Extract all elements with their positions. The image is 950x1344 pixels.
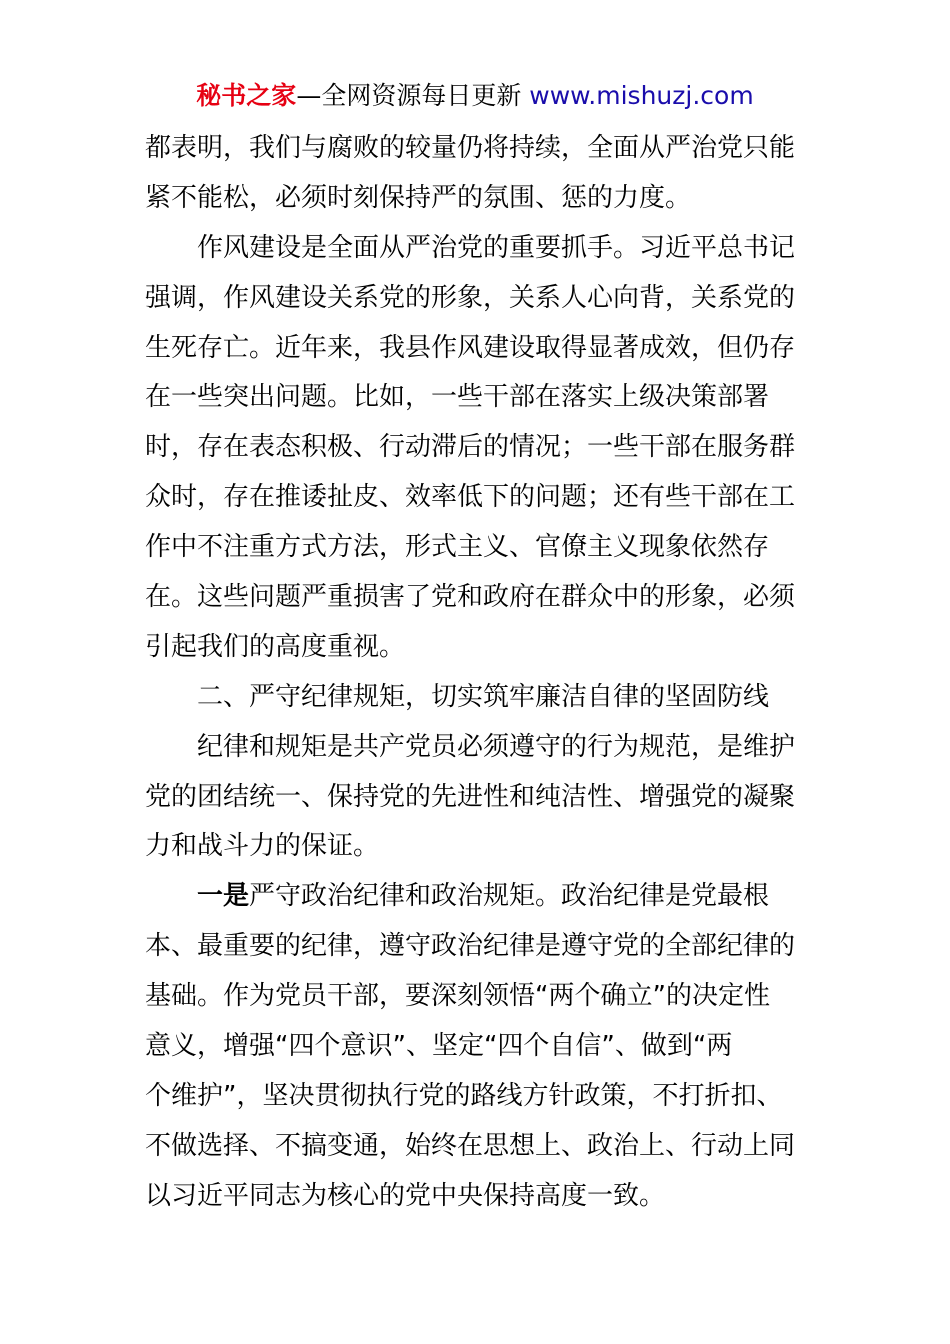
text-line: 个维护”，坚决贯彻执行党的路线方针政策，不打折扣、: [145, 1080, 783, 1111]
text-line: 本、最重要的纪律，遵守政治纪律是遵守党的全部纪律的: [145, 931, 796, 962]
text-line: 力和战斗力的保证。: [145, 831, 380, 862]
site-brand: 秘书之家: [196, 81, 297, 110]
text-line: 作中不注重方式方法，形式主义、官僚主义现象依然存: [145, 532, 770, 563]
text-run: 严守政治纪律和政治规矩。政治纪律是党最根: [249, 881, 770, 912]
bold-lead: 一是: [197, 881, 250, 912]
text-line: 众时，存在推诿扯皮、效率低下的问题；还有些干部在工: [145, 482, 796, 513]
text-line: 以习近平同志为核心的党中央保持高度一致。: [145, 1180, 666, 1211]
text-line: 不做选择、不搞变通，始终在思想上、政治上、行动上同: [145, 1130, 796, 1161]
page-header: [0, 78, 950, 114]
text-line: 在。这些问题严重损害了党和政府在群众中的形象，必须: [145, 582, 796, 613]
document-body: [145, 124, 805, 1222]
paragraph-start: 作风建设是全面从严治党的重要抓手。习近平总书记: [197, 232, 796, 263]
text-line: 都表明，我们与腐败的较量仍将持续，全面从严治党只能: [145, 133, 796, 163]
text-line: 强调，作风建设关系党的形象，关系人心向背，关系党的: [145, 282, 796, 313]
text-line: 在一些突出问题。比如，一些干部在落实上级决策部署: [145, 382, 770, 413]
text-line: 党的团结统一、保持党的先进性和纯洁性、增强党的凝聚: [145, 781, 796, 812]
text-line: 生死存亡。近年来，我县作风建设取得显著成效，但仍存: [145, 332, 796, 363]
text-line: 紧不能松，必须时刻保持严的氛围、惩的力度。: [145, 182, 692, 213]
site-tagline: —全网资源每日更新: [296, 81, 530, 110]
paragraph-start: [145, 872, 805, 922]
site-url[interactable]: www.mishuzj.com: [529, 81, 754, 110]
paragraph-start: 纪律和规矩是共产党员必须遵守的行为规范，是维护: [197, 731, 796, 762]
text-line: 意义，增强“四个意识”、坚定“四个自信”、做到“两: [145, 1031, 733, 1062]
text-line: 基础。作为党员干部，要深刻领悟“两个确立”的决定性: [145, 981, 770, 1012]
text-line: 时，存在表态积极、行动滞后的情况；一些干部在服务群: [145, 432, 796, 463]
text-line: 引起我们的高度重视。: [145, 631, 406, 662]
section-heading: 二、严守纪律规矩，切实筑牢廉洁自律的坚固防线: [197, 681, 770, 712]
